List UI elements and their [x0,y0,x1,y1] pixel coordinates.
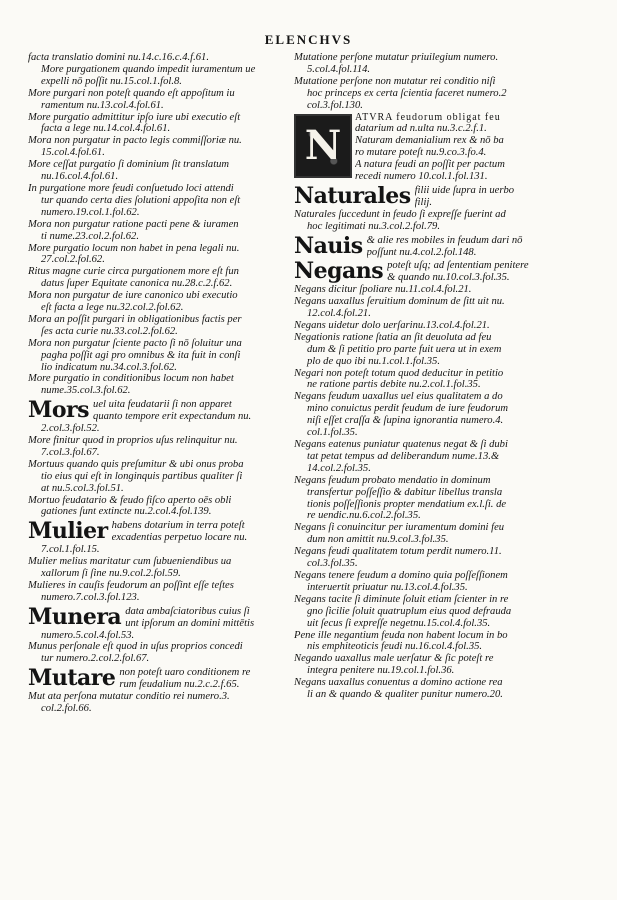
index-entry [28,556,290,580]
index-entry [28,52,290,88]
index-entry [28,219,290,243]
headword-entry [28,520,290,544]
entry-line: numero.19.col.1.fol.62. [41,206,140,218]
entry-line: non poteſt uaro conditionem re [119,667,251,679]
entry-line: nis emphiteoticis feudi nu.16.col.4.fol.35. [307,641,483,653]
headword-text [112,520,290,544]
index-entry [28,266,290,290]
entry-line: filij. [414,196,432,208]
entry-line: 7.col.3.fol.67. [41,446,100,458]
entry-line: 12.col.4.fol.21. [307,308,371,320]
entry-line: nu.16.col.4.fol.61. [41,171,119,183]
entry-line: tionis poſſeſſionis propter mendatium ex.l.ſi. de [307,498,507,510]
entry-line: Negans uaxallus ſeruitium dominum de ſitt uit nu. [294,296,505,308]
index-entry [294,594,534,630]
entry-line: unt ipſorum an domini mittētis [125,617,255,629]
entry-line: at nu.5.col.3.fol.51. [41,482,124,494]
entry-line: tio eius qui eſt in longinquis partibus qualiter ſi [41,470,243,482]
entry-line: Mutatione perſone non mutatur rei conditio niſi [294,75,496,87]
entry-line: Naturam demanialium rex & nō ba [355,135,504,147]
index-entry [28,290,290,314]
entry-line: In purgatione more feudi conſuetudo loci attendi [28,182,234,194]
index-entry [294,475,534,523]
entry-line: 2.col.3.fol.52. [41,423,100,435]
headword-text [387,260,534,284]
index-entry [28,314,290,338]
entry-line: habens dotarium in terra poteſt [111,520,245,532]
entry-line: More purgari non poteſt quando eſt appoſitum iu [28,87,235,99]
index-entry [28,112,290,136]
entry-line: Munus perſonale eſt quod in uſus proprios concedi [28,641,243,653]
entry-line: More purgatio locum non habet in pena legali nu. [28,242,240,254]
entry-line: 15.col.4.fol.61. [41,147,105,159]
entry-line: col.3.fol.130. [307,99,363,111]
entry-line: Negans feudum probato mendatio in dominum [294,474,491,486]
entry-line: Mora non purgatur de iure canonico ubi executio [28,290,238,302]
entry-line: col.1.fol.35. [307,427,358,439]
entry-line: xallorum ſi ſine nu.9.col.2.fol.59. [41,567,181,579]
entry-line: ſes acta curie nu.33.col.2.fol.62. [41,325,178,337]
index-entry [28,435,290,459]
index-entry [294,522,534,546]
entry-line: interuertit priuatur nu.13.col.4.fol.35. [307,581,468,593]
index-entry [294,439,534,475]
index-entry [28,373,290,397]
entry-line: Negans uaxallus conuentus a domino actione rea [294,677,503,689]
index-entry [28,691,290,715]
entry-line: Mulier melius maritatur cum ſubueniendibus ua [28,556,232,568]
entry-line: Negans feudum uaxallus uel eius qualitatem a do [294,391,503,403]
entry-line: ro mutare poteſt nu.9.co.3.fo.4. [355,147,487,159]
entry-line: More purgatio admittitur ipſo iure ubi executio eſt [28,111,241,123]
headword-text [93,399,290,423]
headword: Mors [28,397,90,424]
entry-line: ramentum nu.13.col.4.fol.61. [41,99,164,111]
entry-line: Mora non purgatur ſciente pacto ſi nō ſoluitur una [28,337,242,349]
headword: Naturales [294,182,411,209]
index-entry [294,368,534,392]
entry-line: datarium ad n.ulta nu.3.c.2.f.1. [355,123,487,135]
entry-line: numero.7.col.3.fol.123. [41,591,140,603]
entry-line: nume.35.col.3.fol.62. [41,385,131,397]
entry-line: & quando nu.10.col.3.fol.35. [387,272,510,284]
index-entry [294,209,534,233]
entry-line: More ceſſat purgatio ſi dominium ſit translatum [28,159,230,171]
entry-line: li an & quando & qualiter punitur numero.20. [307,689,503,701]
entry-line: excadentias perpetuo locare nu. [111,532,248,544]
index-entry [294,320,534,332]
headword-entry [28,399,290,423]
index-entry [294,677,534,701]
headword-text [119,667,290,691]
index-entry [28,88,290,112]
entry-line: lio indicatum nu.34.col.3.fol.62. [41,361,177,373]
index-entry [294,653,534,677]
entry-line: eſt facta a lege nu.32.col.2.fol.62. [41,302,184,314]
entry-line: tat petat tempus ad deliberandum nume.13.& [307,450,500,462]
entry-line: facta a lege nu.14.col.4.fol.61. [41,123,171,135]
entry-line: uel uita feudatarii ſi non apparet [93,399,232,411]
index-entry [294,284,534,296]
entry-line: Mutatione perſone mutatur priuilegium numero. [294,52,499,63]
entry-line: More purgationem quando impedit iuramentum ue [41,63,256,75]
entry-line: gationes ſunt extincte nu.2.col.4.fol.139. [41,506,212,518]
entry-line: hoc princeps ex certa ſcientia faceret numero.2 [307,87,507,99]
entry-line: Mut ata perſona mutatur conditio rei numero.3. [28,691,230,703]
entry-line: re uendic.nu.6.col.2.fol.35. [307,510,421,522]
entry-line: expelli nō poſſit nu.15.col.1.fol.8. [41,75,182,87]
headword-entry [294,232,534,259]
entry-line: hoc legitimati nu.3.col.2.fol.79. [307,220,440,232]
entry-line: ATVRA feudorum obligat feu [355,111,501,123]
index-entry [294,332,534,368]
entry-line: numero.5.col.4.fol.53. [41,629,135,641]
entry-line: Negari non poteſt totum quod deducitur in petitio [294,367,504,379]
entry-line: Negationis ratione ſtatia an ſit deuoluta ad feu [294,331,492,343]
entry-line: More purgatio in conditionibus locum non habet [28,373,234,385]
entry-line: tur quando certa dies ſolutioni appoſita non eſt [41,194,241,206]
index-entry [294,52,534,76]
entry-line: pagha poſſit agi pro omnibus & ita fuit in conſi [41,349,241,361]
entry-line: filii uide ſupra in uerbo [414,184,515,196]
entry-line: poteſt uſq; ad ſententiam penitere [387,260,529,272]
index-entry [28,183,290,219]
entry-line: Ritus magne curie circa purgationem more eſt fun [28,266,239,278]
entry-line: data ambaſciatoribus cuius ſi [125,605,250,617]
entry-line: poſſunt nu.4.col.2.fol.148. [366,246,477,258]
entry-line: mino conuictus perdit feudum de iure feudorum [307,403,509,415]
entry-line: Naturales ſuccedunt in feudo ſi expreſſe fuerint ad [294,208,506,220]
headword: Nauis [294,232,363,259]
index-entry [28,243,290,267]
headword: Negans [294,258,384,285]
entry-line: quanto tempore erit expectandum nu. [93,411,252,423]
headword-entry [294,182,534,209]
entry-line: facta translatio domini nu.14.c.16.c.4.f.61. [28,52,209,63]
headword-entry [294,260,534,284]
entry-line: Mortuus quando quis preſumitur & ubi onus proba [28,458,244,470]
entry-line: col.3.fol.35. [307,558,358,570]
entry-line: Negans tenere feudum a domino quia poſſeſſionem [294,569,508,581]
initial-entry [294,112,534,183]
entry-line: gno ſicilie ſoluit quatruplum eius quod defrauda [307,605,512,617]
index-entry [294,76,534,112]
entry-line: datus ſuper Equitate canonica nu.28.c.2.f.62. [41,278,233,290]
index-entry [294,546,534,570]
headword: Mulier [28,518,108,545]
entry-line: tur numero.2.col.2.fol.67. [41,653,150,665]
entry-line: plo de quo ibi nu.1.col.1.fol.35. [307,355,441,367]
index-entry [28,135,290,159]
index-entry [28,338,290,374]
entry-line: dum & ſi petitio pro parte fuit uera ut in exem [307,343,502,355]
index-entry [28,495,290,519]
page-header: ELENCHVS [264,32,353,47]
left-column [28,52,290,715]
entry-line: 27.col.2.fol.62. [41,254,105,266]
index-entry [294,296,534,320]
decorated-initial: N [294,114,352,178]
entry-line: & alie res mobiles in feudum dari nō [366,234,523,246]
entry-line: recedi numero 10.col.1.fol.131. [355,171,488,183]
entry-line: 14.col.2.fol.35. [307,462,371,474]
entry-line: 7.col.1.fol.15. [41,544,100,556]
headword-entry [28,667,290,691]
headword-entry [28,603,290,630]
index-entry [294,570,534,594]
headword: Munera [28,603,122,630]
entry-line: Mora non purgatur in pacto legis commiſſoriæ nu. [28,135,242,147]
headword-text [415,185,534,209]
entry-line: Negans tacite ſi diminute ſoluit etiam ſcienter in re [294,593,509,605]
entry-line: Mortuo feudatario & feudo fiſco aperto oēs obli [28,494,232,506]
entry-line: 5.col.4.fol.114. [307,63,371,75]
entry-line: Negans ſi conuincitur per iuramentum domini feu [294,522,505,534]
index-entry [28,641,290,665]
entry-line: Negans eatenus puniatur quatenus negat & ſi dubi [294,439,508,450]
entry-line: Negans uidetur dolo uerſarinu.13.col.4.fol.21. [294,319,490,331]
headword: Mutare [28,665,116,692]
entry-line: transfertur poſſeſſio & dabitur libellus transla [307,486,503,498]
initial-text [355,112,534,183]
entry-line: A natura feudi an poſſit per pactum [355,159,505,171]
entry-line: Negans dicitur ſpoliare nu.11.col.4.fol.21. [294,284,472,296]
index-entry [28,459,290,495]
entry-line: uit ſecus ſi expreſſe negetnu.15.col.4.fol.35. [307,617,491,629]
entry-line: Negando uaxallus male uerſatur & ſic poteſt re [294,653,494,665]
index-entry [294,630,534,654]
entry-line: Mora non purgatur ratione pacti pene & iuramen [28,218,239,230]
entry-line: rum feudalium nu.2.c.2.f.65. [119,679,240,691]
entry-line: ti nume.23.col.2.fol.62. [41,230,139,242]
index-entry [28,159,290,183]
index-entry [28,580,290,604]
entry-line: More finitur quod in proprios uſus relinquitur nu. [28,435,238,446]
entry-line: integra penitere nu.19.col.1.fol.36. [307,665,455,677]
entry-line: Mulieres in cauſis feudorum an poſſint eſſe teſtes [28,579,234,591]
entry-line: niſi eſſet craſſa & ſupina ignorantia numero.4. [307,415,504,427]
index-entry [294,391,534,439]
headword-text [125,606,290,630]
entry-line: dum non amittit nu.9.col.3.fol.35. [307,534,449,546]
entry-line: col.2.fol.66. [41,702,92,714]
entry-line: ne ratione partis debite nu.2.col.1.fol.35. [307,379,481,391]
entry-line: Pene ille negantium feuda non habent locum in bo [294,629,508,641]
entry-line: Mora an poſſit purgari in obligationibus factis per [28,313,242,325]
right-column [294,52,534,701]
entry-line: Negans feudi qualitatem totum perdit numero.11. [294,546,502,558]
headword-text [367,235,534,259]
